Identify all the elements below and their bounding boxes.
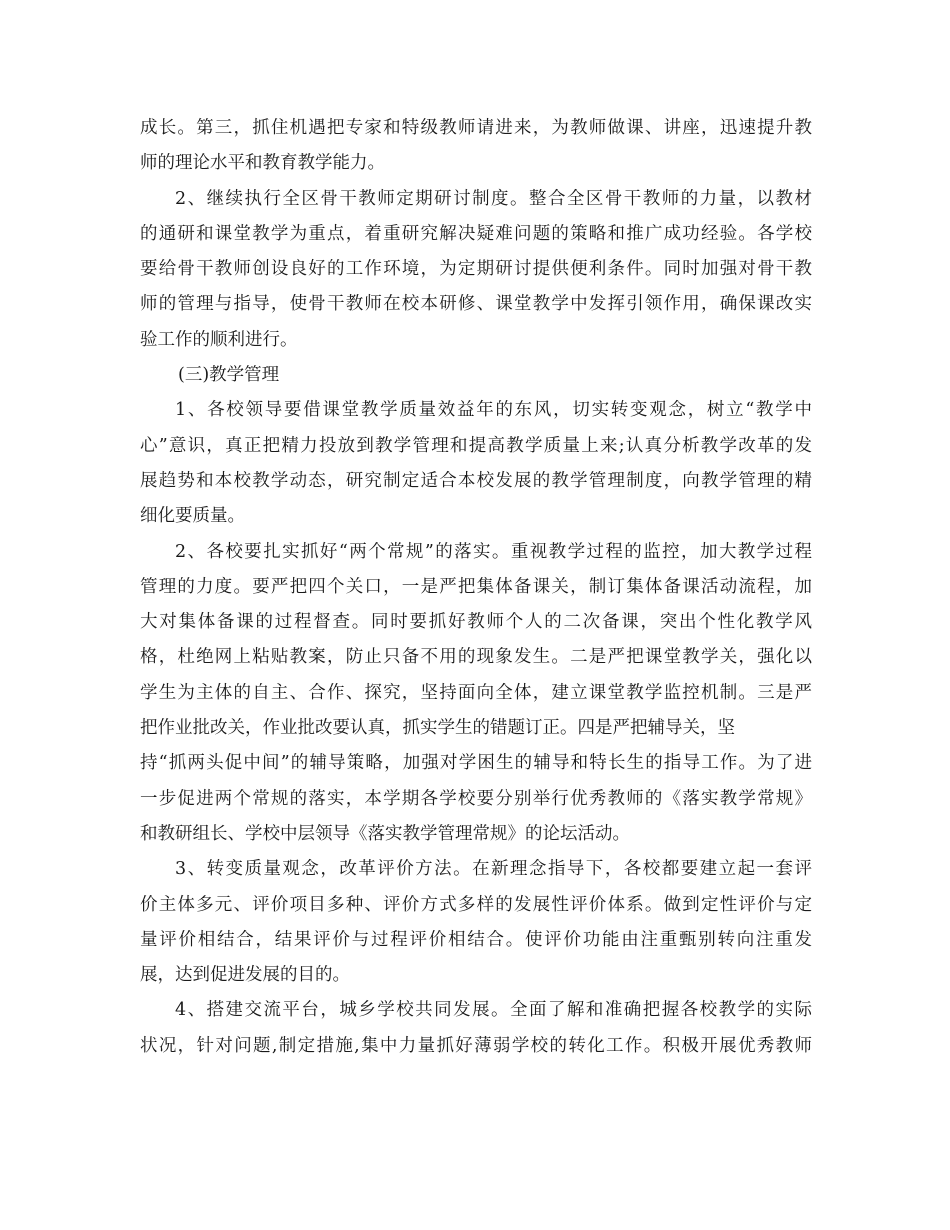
section-heading: (三)教学管理 — [178, 365, 280, 386]
text-line: 成长。第三，抓住机遇把专家和特级教师请进来，为教师做课、讲座，迅速提升教 — [140, 118, 812, 138]
text-line: 学生为主体的自主、合作、探究，坚持面向全体，建立课堂教学监控机制。三是严 — [140, 682, 812, 703]
text-line: 状况，针对问题,制定措施,集中力量抓好薄弱学校的转化工作。积极开展优秀教师 — [140, 1035, 812, 1056]
text-line: 展，达到促进发展的目的。 — [140, 965, 350, 986]
text-line: 2、继续执行全区骨干教师定期研讨制度。整合全区骨干教师的力量，以教材 — [175, 188, 812, 209]
text-line: 3、转变质量观念，改革评价方法。在新理念指导下，各校都要建立起一套评 — [175, 859, 812, 880]
document-body — [140, 111, 812, 1064]
text-line: 一步促进两个常规的落实，本学期各学校要分别举行优秀教师的《落实教学常规》 — [140, 788, 812, 809]
text-line: 管理的力度。要严把四个关口，一是严把集体备课关，制订集体备课活动流程，加 — [140, 576, 812, 597]
text-line: 验工作的顺利进行。 — [140, 329, 298, 350]
text-line: 师的理论水平和教育教学能力。 — [140, 153, 385, 174]
text-line: 1、各校领导要借课堂教学质量效益年的东风，切实转变观念，树立“教学中 — [175, 400, 812, 421]
text-line: 持“抓两头促中间”的辅导策略，加强对学困生的辅导和特长生的指导工作。为了进 — [140, 753, 812, 774]
text-line: 要给骨干教师创设良好的工作环境，为定期研讨提供便利条件。同时加强对骨干教 — [140, 259, 812, 280]
text-line: 把作业批改关，作业批改要认真，抓实学生的错题订正。四是严把辅导关，坚 — [140, 718, 735, 739]
text-line: 展趋势和本校教学动态，研究制定适合本校发展的教学管理制度，向教学管理的精 — [140, 470, 812, 491]
text-line: 师的管理与指导，使骨干教师在校本研修、课堂教学中发挥引领作用，确保课改实 — [140, 294, 812, 315]
text-line: 和教研组长、学校中层领导《落实教学管理常规》的论坛活动。 — [140, 823, 630, 844]
text-line: 价主体多元、评价项目多种、评价方式多样的发展性评价体系。做到定性评价与定 — [140, 894, 812, 915]
text-line: 心”意识，真正把精力投放到教学管理和提高教学质量上来;认真分析教学改革的发 — [140, 435, 812, 456]
text-line: 4、搭建交流平台，城乡学校共同发展。全面了解和准确把握各校教学的实际 — [175, 1000, 812, 1021]
text-line: 细化要质量。 — [140, 506, 245, 527]
text-line: 大对集体备课的过程督查。同时要抓好教师个人的二次备课，突出个性化教学风 — [140, 612, 812, 633]
text-line: 格，杜绝网上粘贴教案，防止只备不用的现象发生。二是严把课堂教学关，强化以 — [140, 647, 812, 668]
text-line: 量评价相结合，结果评价与过程评价相结合。使评价功能由注重甄别转向注重发 — [140, 929, 812, 950]
text-line: 2、各校要扎实抓好“两个常规”的落实。重视教学过程的监控，加大教学过程 — [175, 541, 812, 562]
text-line: 的通研和课堂教学为重点，着重研究解决疑难问题的策略和推广成功经验。各学校 — [140, 223, 812, 244]
